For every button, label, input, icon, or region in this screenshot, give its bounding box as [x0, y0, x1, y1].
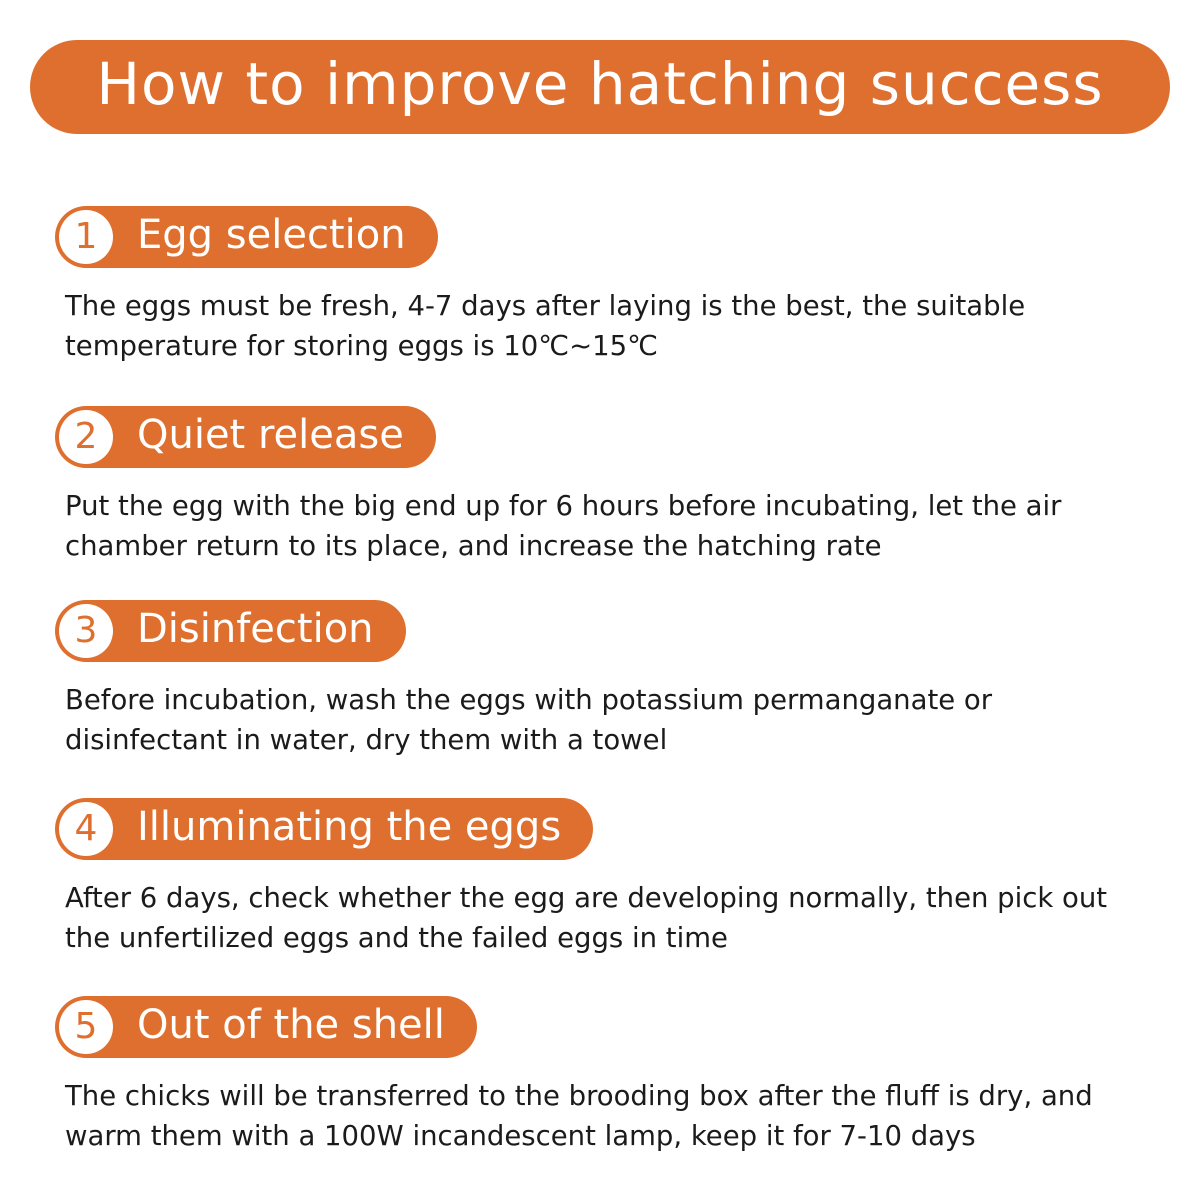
step-number-badge: 3	[59, 604, 113, 658]
step-number-badge: 4	[59, 802, 113, 856]
step-number-badge: 5	[59, 1000, 113, 1054]
page-title: How to improve hatching success	[96, 50, 1104, 118]
section-heading: Out of the shell	[137, 1002, 445, 1048]
section-egg-selection	[55, 206, 1155, 366]
section-heading-pill	[55, 798, 593, 860]
section-heading-pill	[55, 996, 477, 1058]
section-quiet-release	[55, 406, 1155, 566]
title-banner	[30, 40, 1170, 134]
section-heading-pill	[55, 206, 438, 268]
section-description: The eggs must be fresh, 4-7 days after laying is the best, the suitable temperature for storing eggs is 10℃~15℃	[65, 290, 1026, 362]
section-description: Put the egg with the big end up for 6 hours before incubating, let the air chamber return to its place, and increase the hatching rate	[65, 490, 1062, 562]
step-number-badge: 2	[59, 410, 113, 464]
step-number-badge: 1	[59, 210, 113, 264]
section-description: Before incubation, wash the eggs with potassium permanganate or disinfectant in water, dry them with a towel	[65, 684, 993, 756]
section-heading: Illuminating the eggs	[137, 804, 562, 850]
section-heading: Quiet release	[137, 412, 404, 458]
section-out-of-shell	[55, 996, 1155, 1156]
section-description: The chicks will be transferred to the brooding box after the fluff is dry, and warm them with a 100W incandescent lamp, keep it for 7-10 days	[65, 1080, 1093, 1152]
section-disinfection	[55, 600, 1155, 760]
section-heading: Egg selection	[137, 212, 406, 258]
section-heading-pill	[55, 600, 406, 662]
section-illuminating-eggs	[55, 798, 1155, 958]
section-description: After 6 days, check whether the egg are developing normally, then pick out the unfertilized eggs and the failed eggs in time	[65, 882, 1108, 954]
section-heading: Disinfection	[137, 606, 374, 652]
section-heading-pill	[55, 406, 436, 468]
